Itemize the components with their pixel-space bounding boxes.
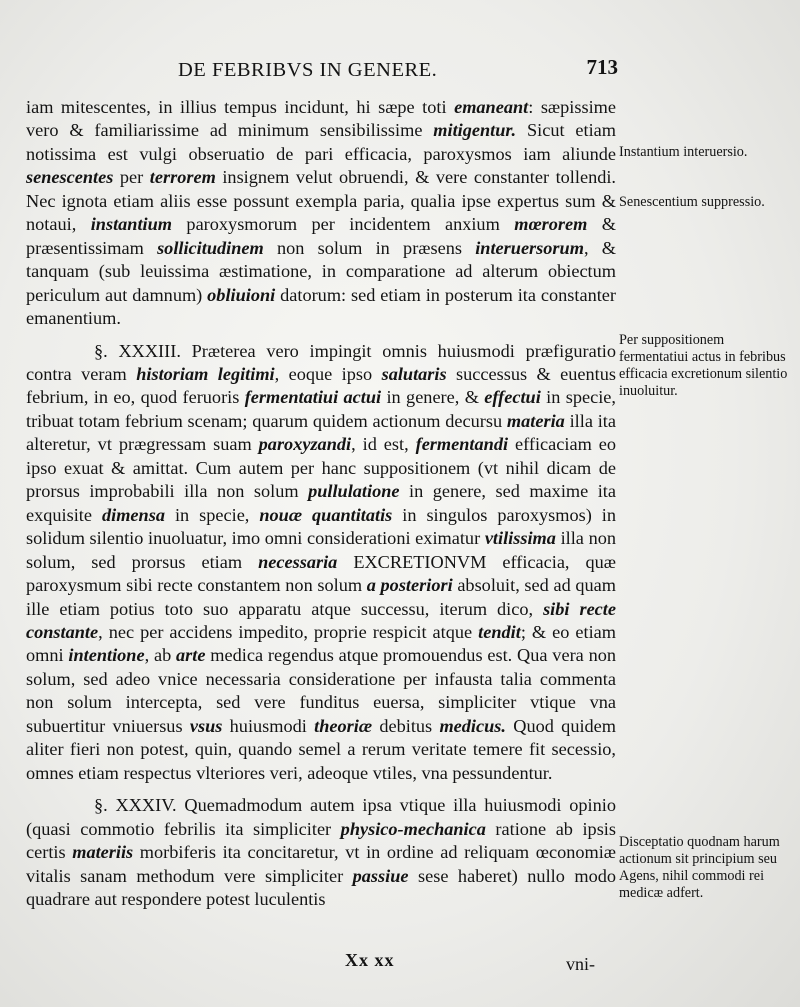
emphasized-text: dimensa: [101, 504, 165, 525]
emphasized-text: passiue: [352, 865, 409, 886]
text-run: EXCRETIONVM efficacia, quæ paroxysmum sibi recte constantem non solum: [26, 551, 616, 596]
text-run: morbiferis ita concitaretur, vt in ordine ad reliquam œconomiæ vitalis sanam methodum vere simpliciter: [26, 842, 616, 886]
text-run: Quod quidem aliter fieri non potest, quin, quando semel a rerum veritate temere fit secessio, omnes etiam respectus vlteriores veri, adeoque vtiles, vna pessundentur.: [26, 715, 617, 783]
emphasized-text: materia: [506, 410, 565, 431]
emphasized-text: a posteriori: [366, 575, 453, 596]
paragraph-1: [26, 96, 616, 331]
text-run: paroxysmorum per incidentem anxium: [172, 214, 515, 235]
text-run: successus & euentus febrium, in eo, quod feruoris: [26, 363, 617, 408]
text-run: Sicut etiam notissima est vulgi obseruatio de pari efficacia, paroxysmos iam aliunde: [26, 120, 616, 164]
emphasized-text: necessaria: [258, 551, 338, 572]
text-run: in specie,: [164, 504, 260, 525]
text-run: illa non solum, sed prorsus etiam: [26, 528, 616, 572]
emphasized-text: sibi recte constante: [26, 598, 616, 642]
text-run: in genere, &: [381, 387, 485, 408]
emphasized-text: effectui: [484, 387, 541, 408]
text-run: in singulos paroxysmos) in solidum silentio inuoluatur, imo omni considerationi eximatur: [26, 504, 616, 549]
text-run: in specie, tribuat totam febrium scenam; quarum quidem actionum decursu: [26, 387, 616, 431]
text-run: , id est,: [351, 434, 416, 455]
signature-mark: Xx xx: [345, 950, 395, 970]
text-run: huiusmodi: [222, 715, 315, 736]
text-run: ; & eo etiam omni: [26, 621, 616, 666]
text-run: §. XXXIII. Præterea vero impingit omnis huiusmodi præfiguratio contra veram: [26, 340, 616, 384]
text-run: non solum in præsens: [263, 237, 476, 258]
emphasized-text: salutaris: [381, 363, 447, 384]
emphasized-text: materiis: [72, 842, 134, 863]
text-run: per: [113, 167, 150, 188]
text-run: efficaciam eo ipso exuat & amittat. Cum autem per hanc suppositionem (vt nihil dicam de prorsus improbabili illa non solum: [26, 434, 616, 502]
emphasized-text: fermentatiui actui: [244, 387, 382, 408]
emphasized-text: tendit: [478, 621, 521, 642]
emphasized-text: senescentes: [26, 167, 114, 188]
text-run: iam mitescentes, in illius tempus incidunt, hi sæpe toti: [26, 97, 455, 117]
margin-note-instantium: Instantium interuersio.: [619, 144, 748, 160]
emphasized-text: instantium: [90, 214, 172, 235]
margin-note-senescentium: Senescentium suppressio.: [619, 194, 765, 210]
running-title: DE FEBRIBVS IN GENERE.: [178, 59, 438, 81]
emphasized-text: mitigentur.: [433, 120, 517, 141]
text-run: , ab: [144, 645, 177, 666]
emphasized-text: vtilissima: [484, 528, 556, 549]
text-run: : sæpissime vero & familiarissime ad minimum sensibilissime: [26, 97, 616, 141]
emphasized-text: theoriæ: [314, 715, 373, 736]
text-run: sese haberet) nullo modo quadrare aut respondere potest luculentis: [26, 865, 616, 909]
emphasized-text: physico-mechanica: [340, 818, 486, 839]
emphasized-text: sollicitudinem: [157, 237, 264, 258]
emphasized-text: mœrorem: [514, 214, 588, 235]
text-run: , nec per accidens impedito, proprie respicit atque: [98, 621, 479, 642]
margin-note-per-suppositionem: Per suppositionem fermentatiui actus in febribus efficacia excretionum silentio inuoluitur.: [619, 332, 788, 399]
text-run: , & tanquam (sub leuissima æstimatione, in comparatione ad alterum obiectum periculum aut damnum): [26, 237, 616, 305]
emphasized-text: historiam legitimi: [136, 363, 275, 384]
text-run: & præsentissimam: [26, 214, 617, 258]
text-run: in genere, sed maxime ita exquisite: [26, 481, 616, 525]
emphasized-text: medicus.: [439, 715, 506, 736]
text-run: ratione ab ipsis certis: [26, 818, 616, 863]
text-run: insignem velut obruendi, & vere constanter tollendi. Nec ignota etiam aliis esse possunt exempla paria, qualia ipse expertus sum & notaui,: [26, 167, 617, 235]
emphasized-text: fermentandi: [415, 434, 509, 455]
emphasized-text: nouæ quantitatis: [259, 504, 393, 525]
emphasized-text: obliuioni: [207, 284, 276, 305]
page-header: [178, 55, 618, 85]
body-text: [26, 96, 616, 911]
catchword: vni-: [566, 954, 595, 974]
text-run: datorum: sed etiam in posterum ita constanter emanentium.: [26, 284, 617, 329]
text-run: , eoque ipso: [274, 363, 382, 384]
emphasized-text: paroxyzandi: [258, 434, 352, 455]
text-run: illa ita alteretur, vt prægressam suam: [26, 410, 616, 455]
page-number: 713: [586, 55, 618, 79]
text-run: debitus: [372, 715, 440, 736]
text-run: §. XXXIV. Quemadmodum autem ipsa vtique illa huiusmodi opinio (quasi commotio febrilis ita simpliciter: [26, 795, 616, 839]
emphasized-text: arte: [176, 645, 206, 666]
paragraph-section-33: [26, 340, 616, 786]
emphasized-text: intentione: [68, 645, 145, 666]
text-run: absoluit, sed ad quam ille etiam potius toto suo apparatu atque successu, iterum dico,: [26, 575, 616, 619]
text-run: medica regendus atque promouendus est. Qua vera non solum, sed adeo vnice necessaria consideratione per infausta talia commenta non solum intercepta, sed vere funditus euersa, simpliciter vtique vna subuertitur vniuersus: [26, 645, 616, 736]
emphasized-text: pullulatione: [308, 481, 400, 502]
paragraph-section-34: [26, 794, 616, 911]
emphasized-text: terrorem: [149, 167, 216, 188]
emphasized-text: interuersorum: [475, 237, 584, 258]
emphasized-text: emaneant: [454, 97, 529, 117]
margin-note-disceptatio: Disceptatio quodnam harum actionum sit principium seu Agens, nihil commodi rei medicæ adfert.: [619, 834, 780, 901]
emphasized-text: vsus: [189, 715, 223, 736]
